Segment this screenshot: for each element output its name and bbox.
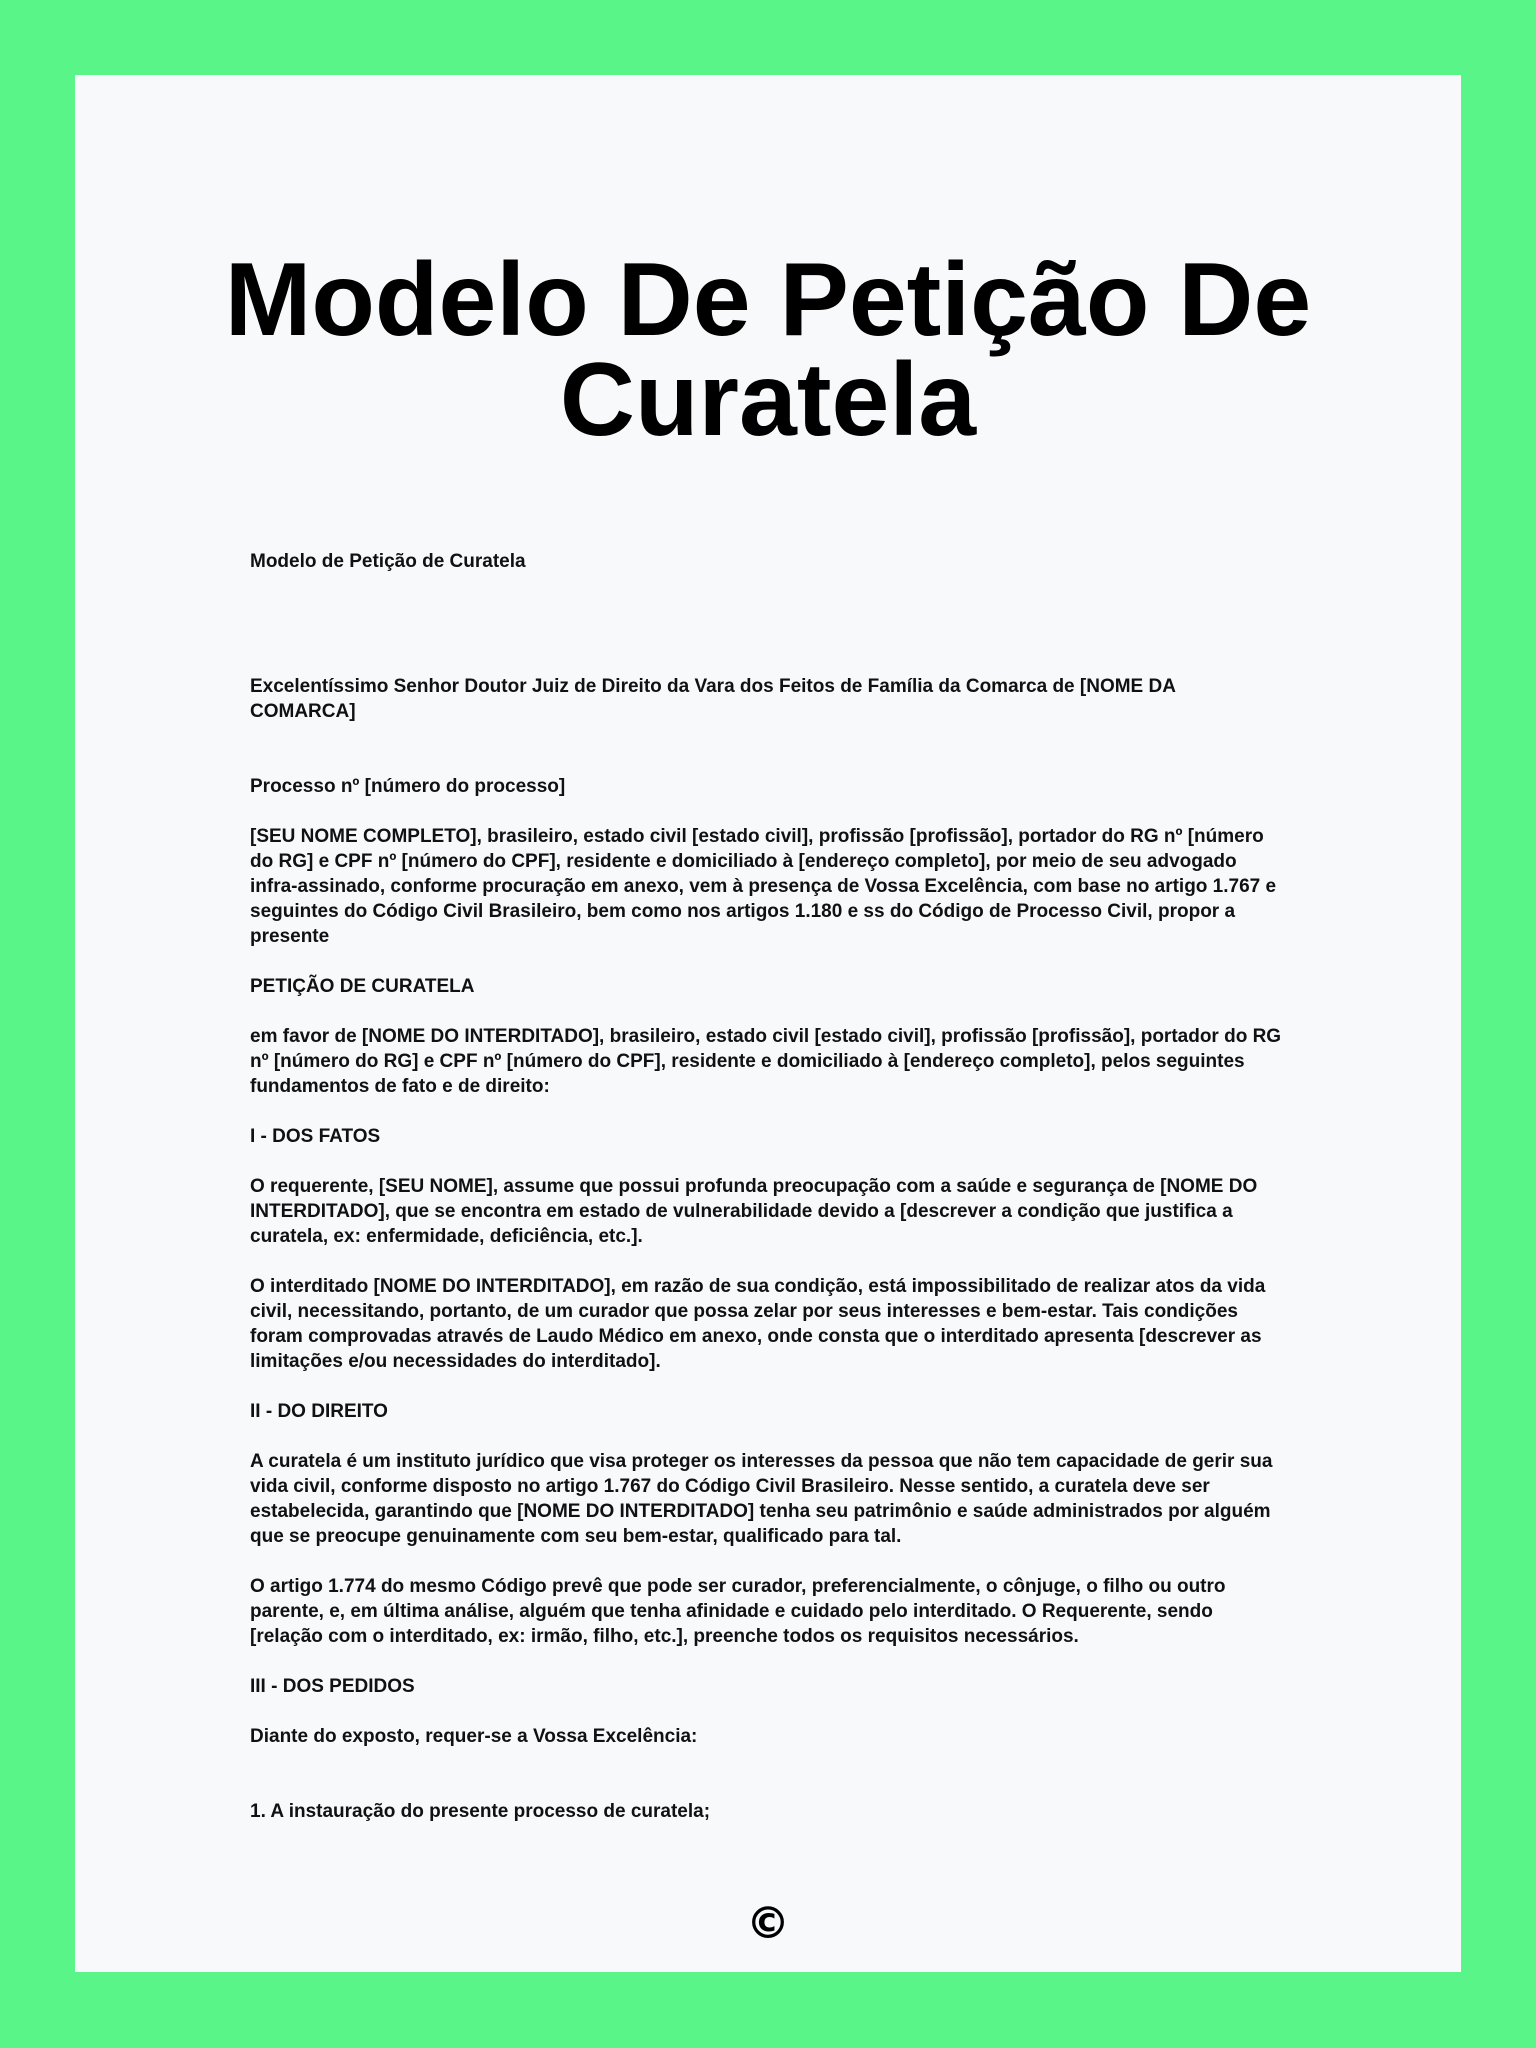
petition-title: PETIÇÃO DE CURATELA <box>250 976 475 997</box>
requests-intro: Diante do exposto, requer-se a Vossa Excelência: <box>250 1726 698 1747</box>
addressee-paragraph: Excelentíssimo Senhor Doutor Juiz de Direito da Vara dos Feitos de Família da Comarca de [NOME DA COMARCA] <box>250 676 1176 722</box>
in-favor-paragraph: em favor de [NOME DO INTERDITADO], brasileiro, estado civil [estado civil], profissão [profissão], portador do RG nº [número do RG] e CPF nº [número do CPF], residente e domiciliado à [endereço completo], pelos seguintes fundamentos de fato e de direito: <box>250 1026 1282 1097</box>
document-body <box>250 549 1286 1824</box>
intro-paragraph: [SEU NOME COMPLETO], brasileiro, estado civil [estado civil], profissão [profissão], portador do RG nº [número do RG] e CPF nº [número do CPF], residente e domiciliado à [endereço completo], por meio de seu advogado infra-assinado, conforme procuração em anexo, vem à presença de Vossa Excelência, com base no artigo 1.767 e seguintes do Código Civil Brasileiro, bem como nos artigos 1.180 e ss do Código de Processo Civil, propor a presente <box>250 826 1277 947</box>
law-paragraph-1: A curatela é um instituto jurídico que visa proteger os interesses da pessoa que não tem capacidade de gerir sua vida civil, conforme disposto no artigo 1.767 do Código Civil Brasileiro. Nesse sentido, a curatela deve ser estabelecida, garantindo que [NOME DO INTERDITADO] tenha seu patrimônio e saúde administrados por alguém que se preocupe genuinamente com seu bem-estar, qualificado para tal. <box>250 1451 1273 1547</box>
document-title: Modelo De Petição De Curatela <box>224 242 1312 458</box>
section-heading-facts: I - DOS FATOS <box>250 1126 381 1147</box>
copyright-mark: © <box>746 1898 790 1949</box>
document-page <box>75 75 1461 1972</box>
facts-paragraph-2: O interditado [NOME DO INTERDITADO], em razão de sua condição, está impossibilitado de realizar atos da vida civil, necessitando, portanto, de um curador que possa zelar por seus interesses e bem-estar. Tais condições foram comprovadas através de Laudo Médico em anexo, onde consta que o interditado apresenta [descrever as limitações e/ou necessidades do interditado]. <box>250 1276 1266 1372</box>
section-heading-law: II - DO DIREITO <box>250 1401 388 1422</box>
section-heading-requests: III - DOS PEDIDOS <box>250 1676 415 1697</box>
law-paragraph-2: O artigo 1.774 do mesmo Código prevê que pode ser curador, preferencialmente, o cônjuge, o filho ou outro parente, e, em última análise, alguém que tenha afinidade e cuidado pelo interditado. O Requerente, sendo [relação com o interditado, ex: irmão, filho, etc.], preenche todos os requisitos necessários. <box>250 1576 1226 1647</box>
process-number: Processo nº [número do processo] <box>250 776 566 797</box>
request-item-1: 1. A instauração do presente processo de curatela; <box>250 1801 711 1822</box>
facts-paragraph-1: O requerente, [SEU NOME], assume que possui profunda preocupação com a saúde e segurança de [NOME DO INTERDITADO], que se encontra em estado de vulnerabilidade devido a [descrever a condição que justifica a curatela, ex: enfermidade, deficiência, etc.]. <box>250 1176 1258 1247</box>
document-heading: Modelo de Petição de Curatela <box>250 551 526 572</box>
